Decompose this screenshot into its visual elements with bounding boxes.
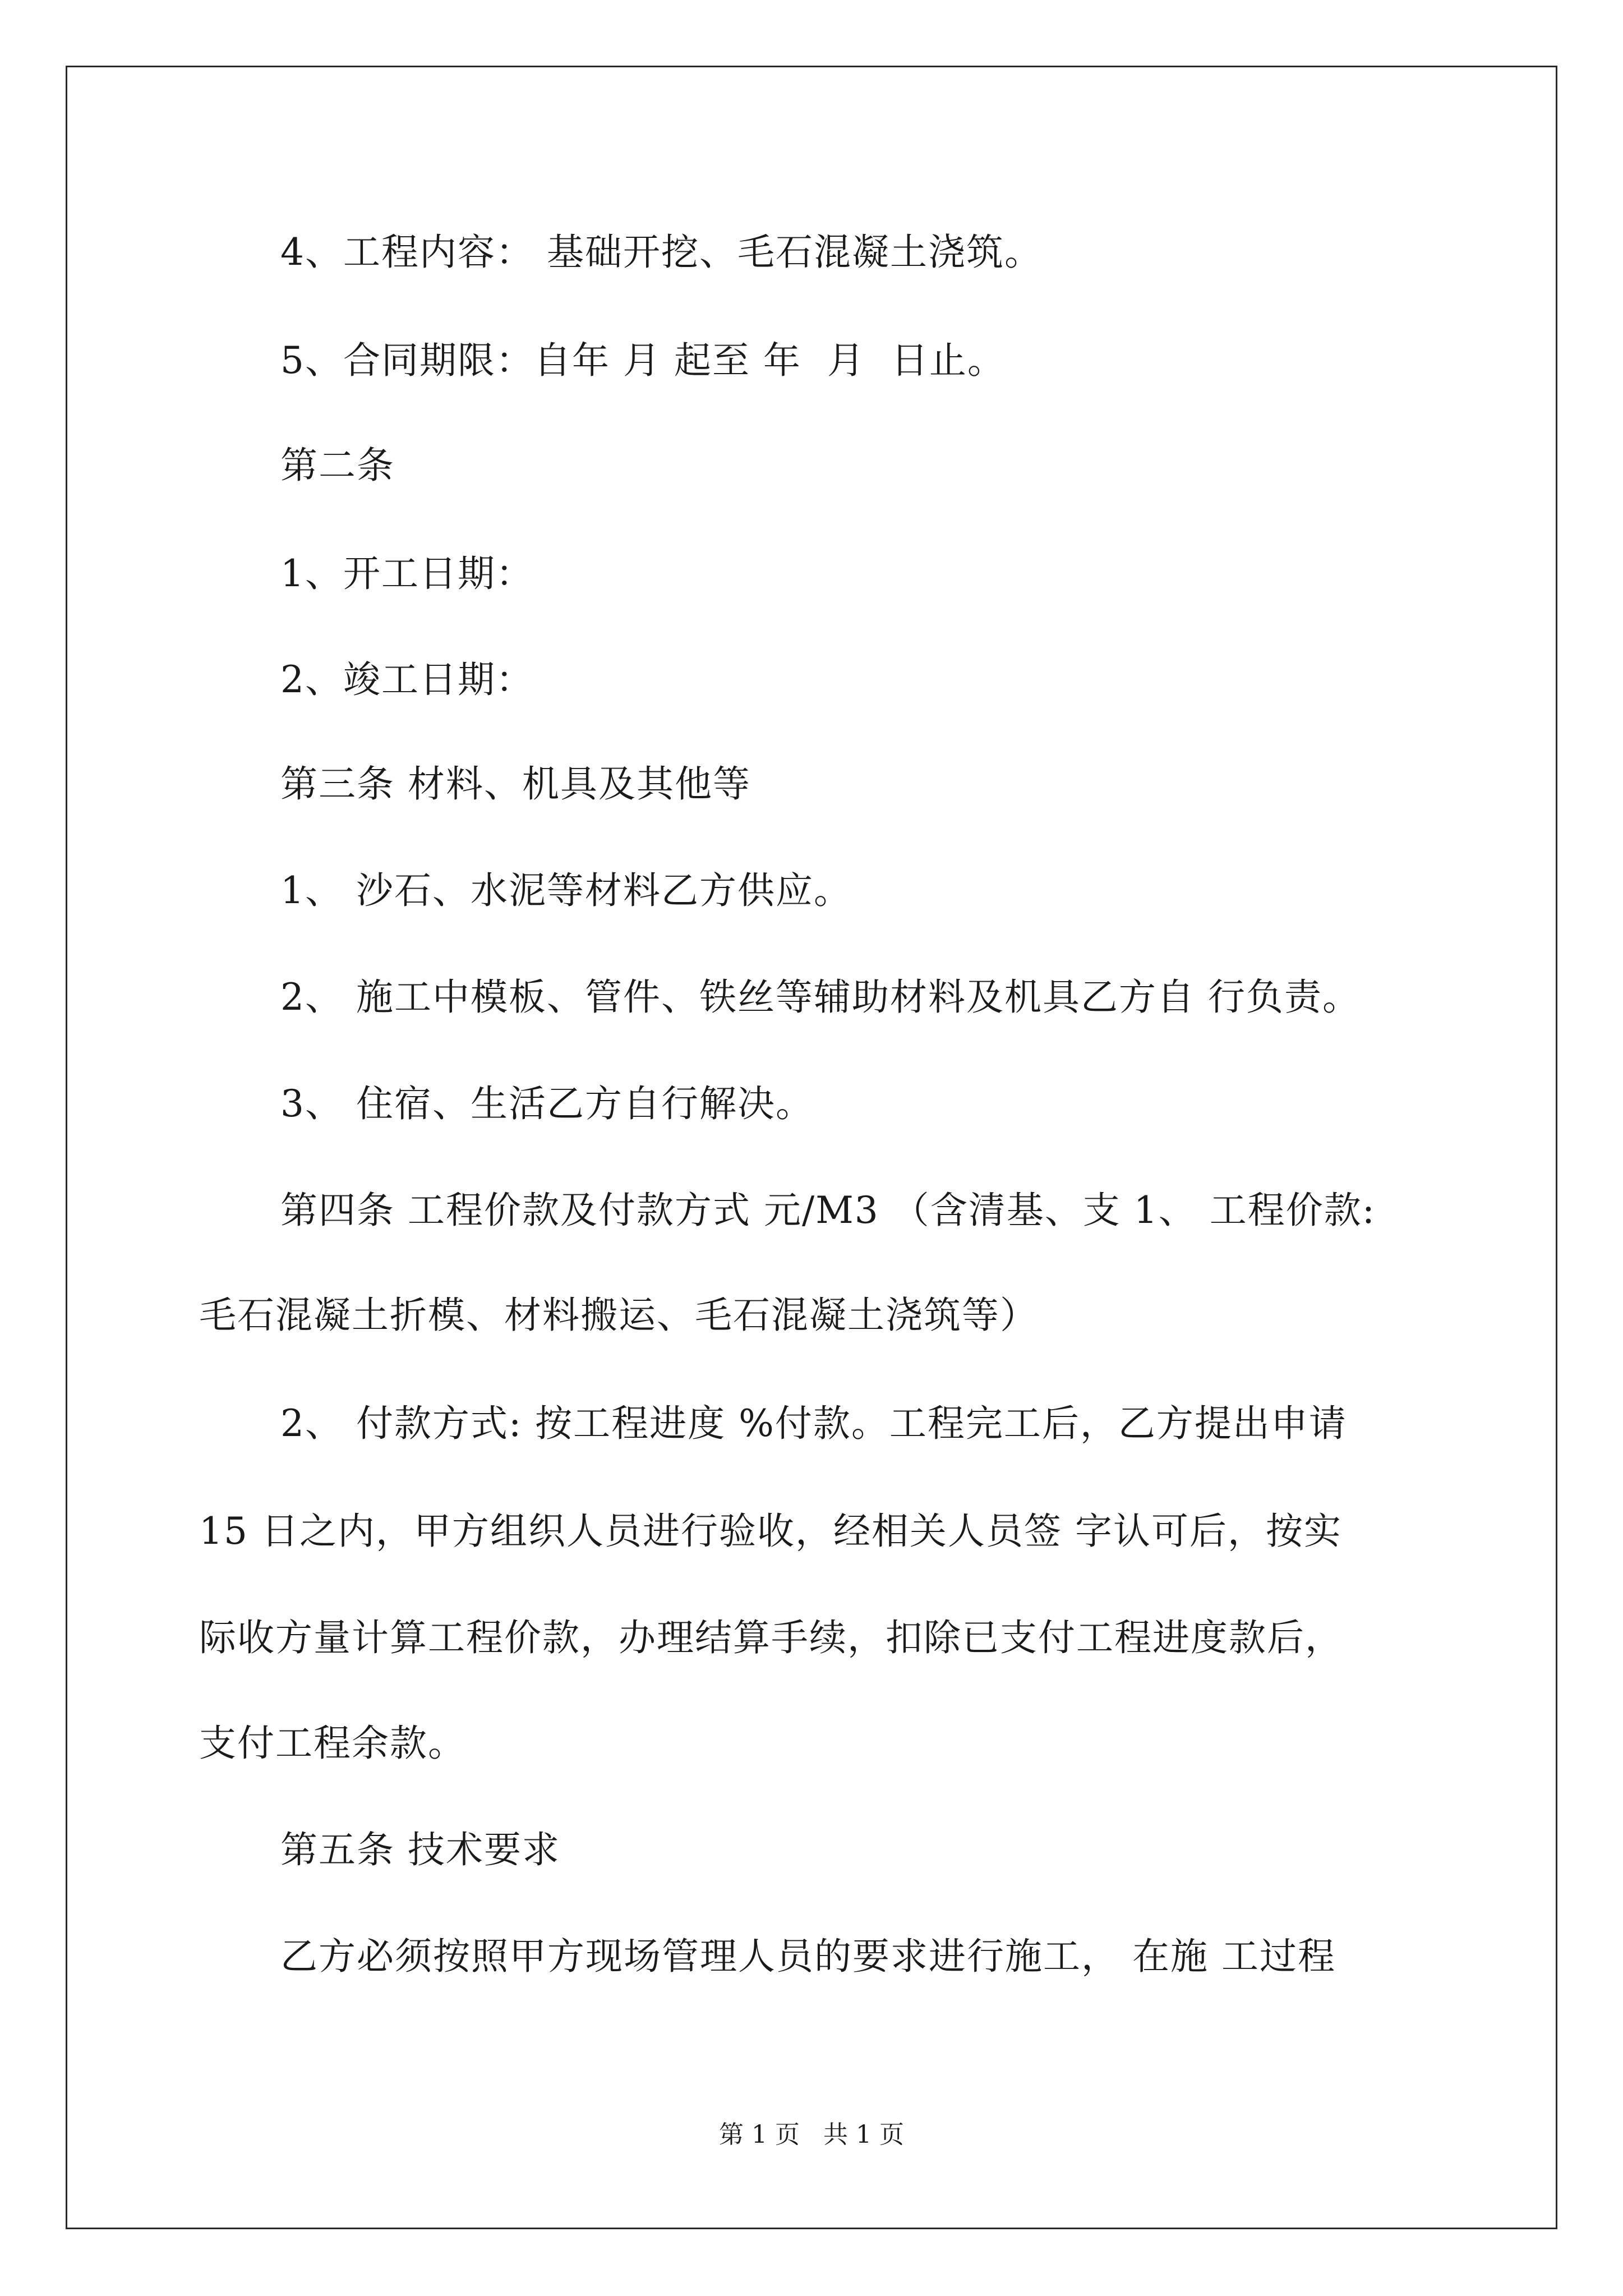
paragraph-payment-cont-3: 支付工程余款。 bbox=[199, 1722, 466, 1765]
heading-article-2: 第二条 bbox=[280, 444, 395, 487]
paragraph-payment-cont-2: 际收方量计算工程价款，办理结算手续，扣除已支付工程进度款后， bbox=[199, 1616, 1343, 1659]
paragraph-payment-cont-1: 15 日之内，甲方组织人员进行验收，经相关人员签 字认可后，按实 bbox=[199, 1510, 1342, 1553]
paragraph-completion-date: 2、竣工日期： bbox=[280, 658, 534, 701]
paragraph-materials-supply: 1、 沙石、水泥等材料乙方供应。 bbox=[280, 869, 852, 912]
paragraph-article-4-cont: 毛石混凝土折模、材料搬运、毛石混凝土浇筑等） bbox=[199, 1294, 1038, 1337]
paragraph-work-content: 4、工程内容： 基础开挖、毛石混凝土浇筑。 bbox=[280, 231, 1043, 274]
heading-article-5: 第五条 技术要求 bbox=[280, 1828, 560, 1871]
paragraph-payment-method: 2、 付款方式: 按工程进度 %付款。工程完工后，乙方提出申请 bbox=[280, 1402, 1347, 1445]
heading-article-4: 第四条 工程价款及付款方式 元/M3 （含清基、支 1、 工程价款: bbox=[280, 1189, 1376, 1232]
heading-article-3: 第三条 材料、机具及其他等 bbox=[280, 762, 751, 806]
page-border bbox=[66, 66, 1557, 2229]
paragraph-auxiliary-materials: 2、 施工中模板、管件、铁丝等辅助材料及机具乙方自 行负责。 bbox=[280, 976, 1361, 1019]
paragraph-accommodation: 3、 住宿、生活乙方自行解决。 bbox=[280, 1082, 814, 1125]
paragraph-technical-req: 乙方必须按照甲方现场管理人员的要求进行施工， 在施 工过程 bbox=[280, 1935, 1336, 1978]
paragraph-contract-term: 5、合同期限：自年 月 起至 年 月 日止。 bbox=[280, 339, 1006, 382]
page-footer: 第 1 页 共 1 页 bbox=[719, 2120, 904, 2149]
paragraph-start-date: 1、开工日期： bbox=[280, 552, 534, 595]
